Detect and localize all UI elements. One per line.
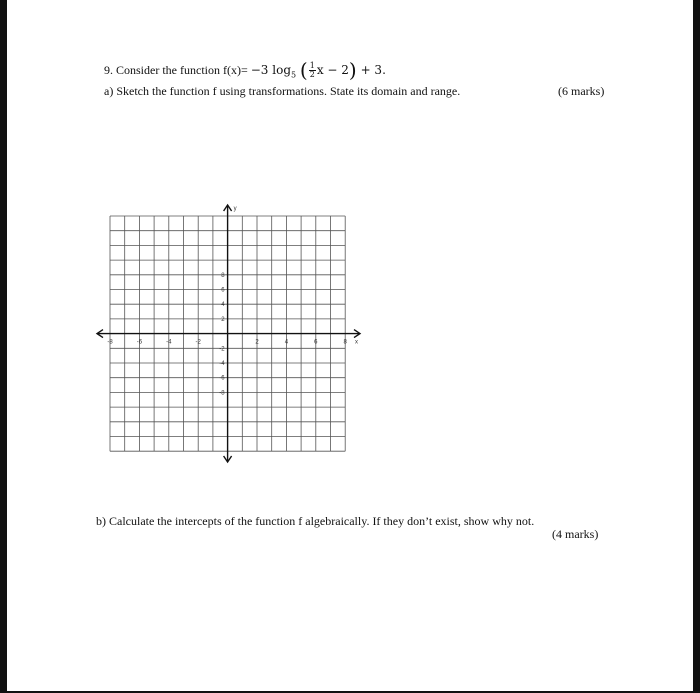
part-a-question: a) Sketch the function f using transformations. State its domain and range. xyxy=(104,84,461,98)
x-tick-label: -4 xyxy=(166,339,172,346)
y-tick-label: 8 xyxy=(221,272,225,279)
right-paren-icon: ) xyxy=(348,58,357,82)
part-b-question: b) Calculate the intercepts of the function f algebraically. If they don’t exist, show why not. xyxy=(96,514,535,528)
function-coefficient: −3 log xyxy=(250,63,291,77)
y-tick-label: 6 xyxy=(221,287,225,294)
y-tick-label: -2 xyxy=(219,346,225,353)
function-suffix: + 3. xyxy=(360,63,386,77)
question-9-prefix: 9. Consider the function f(x)= xyxy=(104,63,248,77)
log-base: 5 xyxy=(291,70,297,80)
x-tick-label: 2 xyxy=(255,339,259,346)
y-tick-label: -6 xyxy=(219,375,225,382)
x-tick-label: 4 xyxy=(284,339,289,346)
fraction-numerator: 1 xyxy=(309,61,315,70)
x-tick-label: 8 xyxy=(343,339,347,346)
fraction-denominator: 2 xyxy=(309,70,315,79)
x-tick-label: -6 xyxy=(136,339,143,346)
part-b-marks: (4 marks) xyxy=(552,527,599,541)
x-tick-label: 6 xyxy=(314,339,318,346)
left-paren-icon: ( xyxy=(299,58,308,82)
y-axis-label: y xyxy=(233,206,237,212)
inner-argument: x − 2 xyxy=(316,63,349,77)
y-tick-label: -8 xyxy=(219,390,225,397)
part-a-marks: (6 marks) xyxy=(558,84,605,98)
x-tick-label: -2 xyxy=(195,339,201,346)
y-tick-label: -4 xyxy=(219,361,225,367)
x-axis-label: x xyxy=(355,339,358,346)
y-tick-label: 4 xyxy=(221,302,225,309)
y-tick-label: 2 xyxy=(221,316,225,323)
x-tick-label: -8 xyxy=(107,339,113,346)
